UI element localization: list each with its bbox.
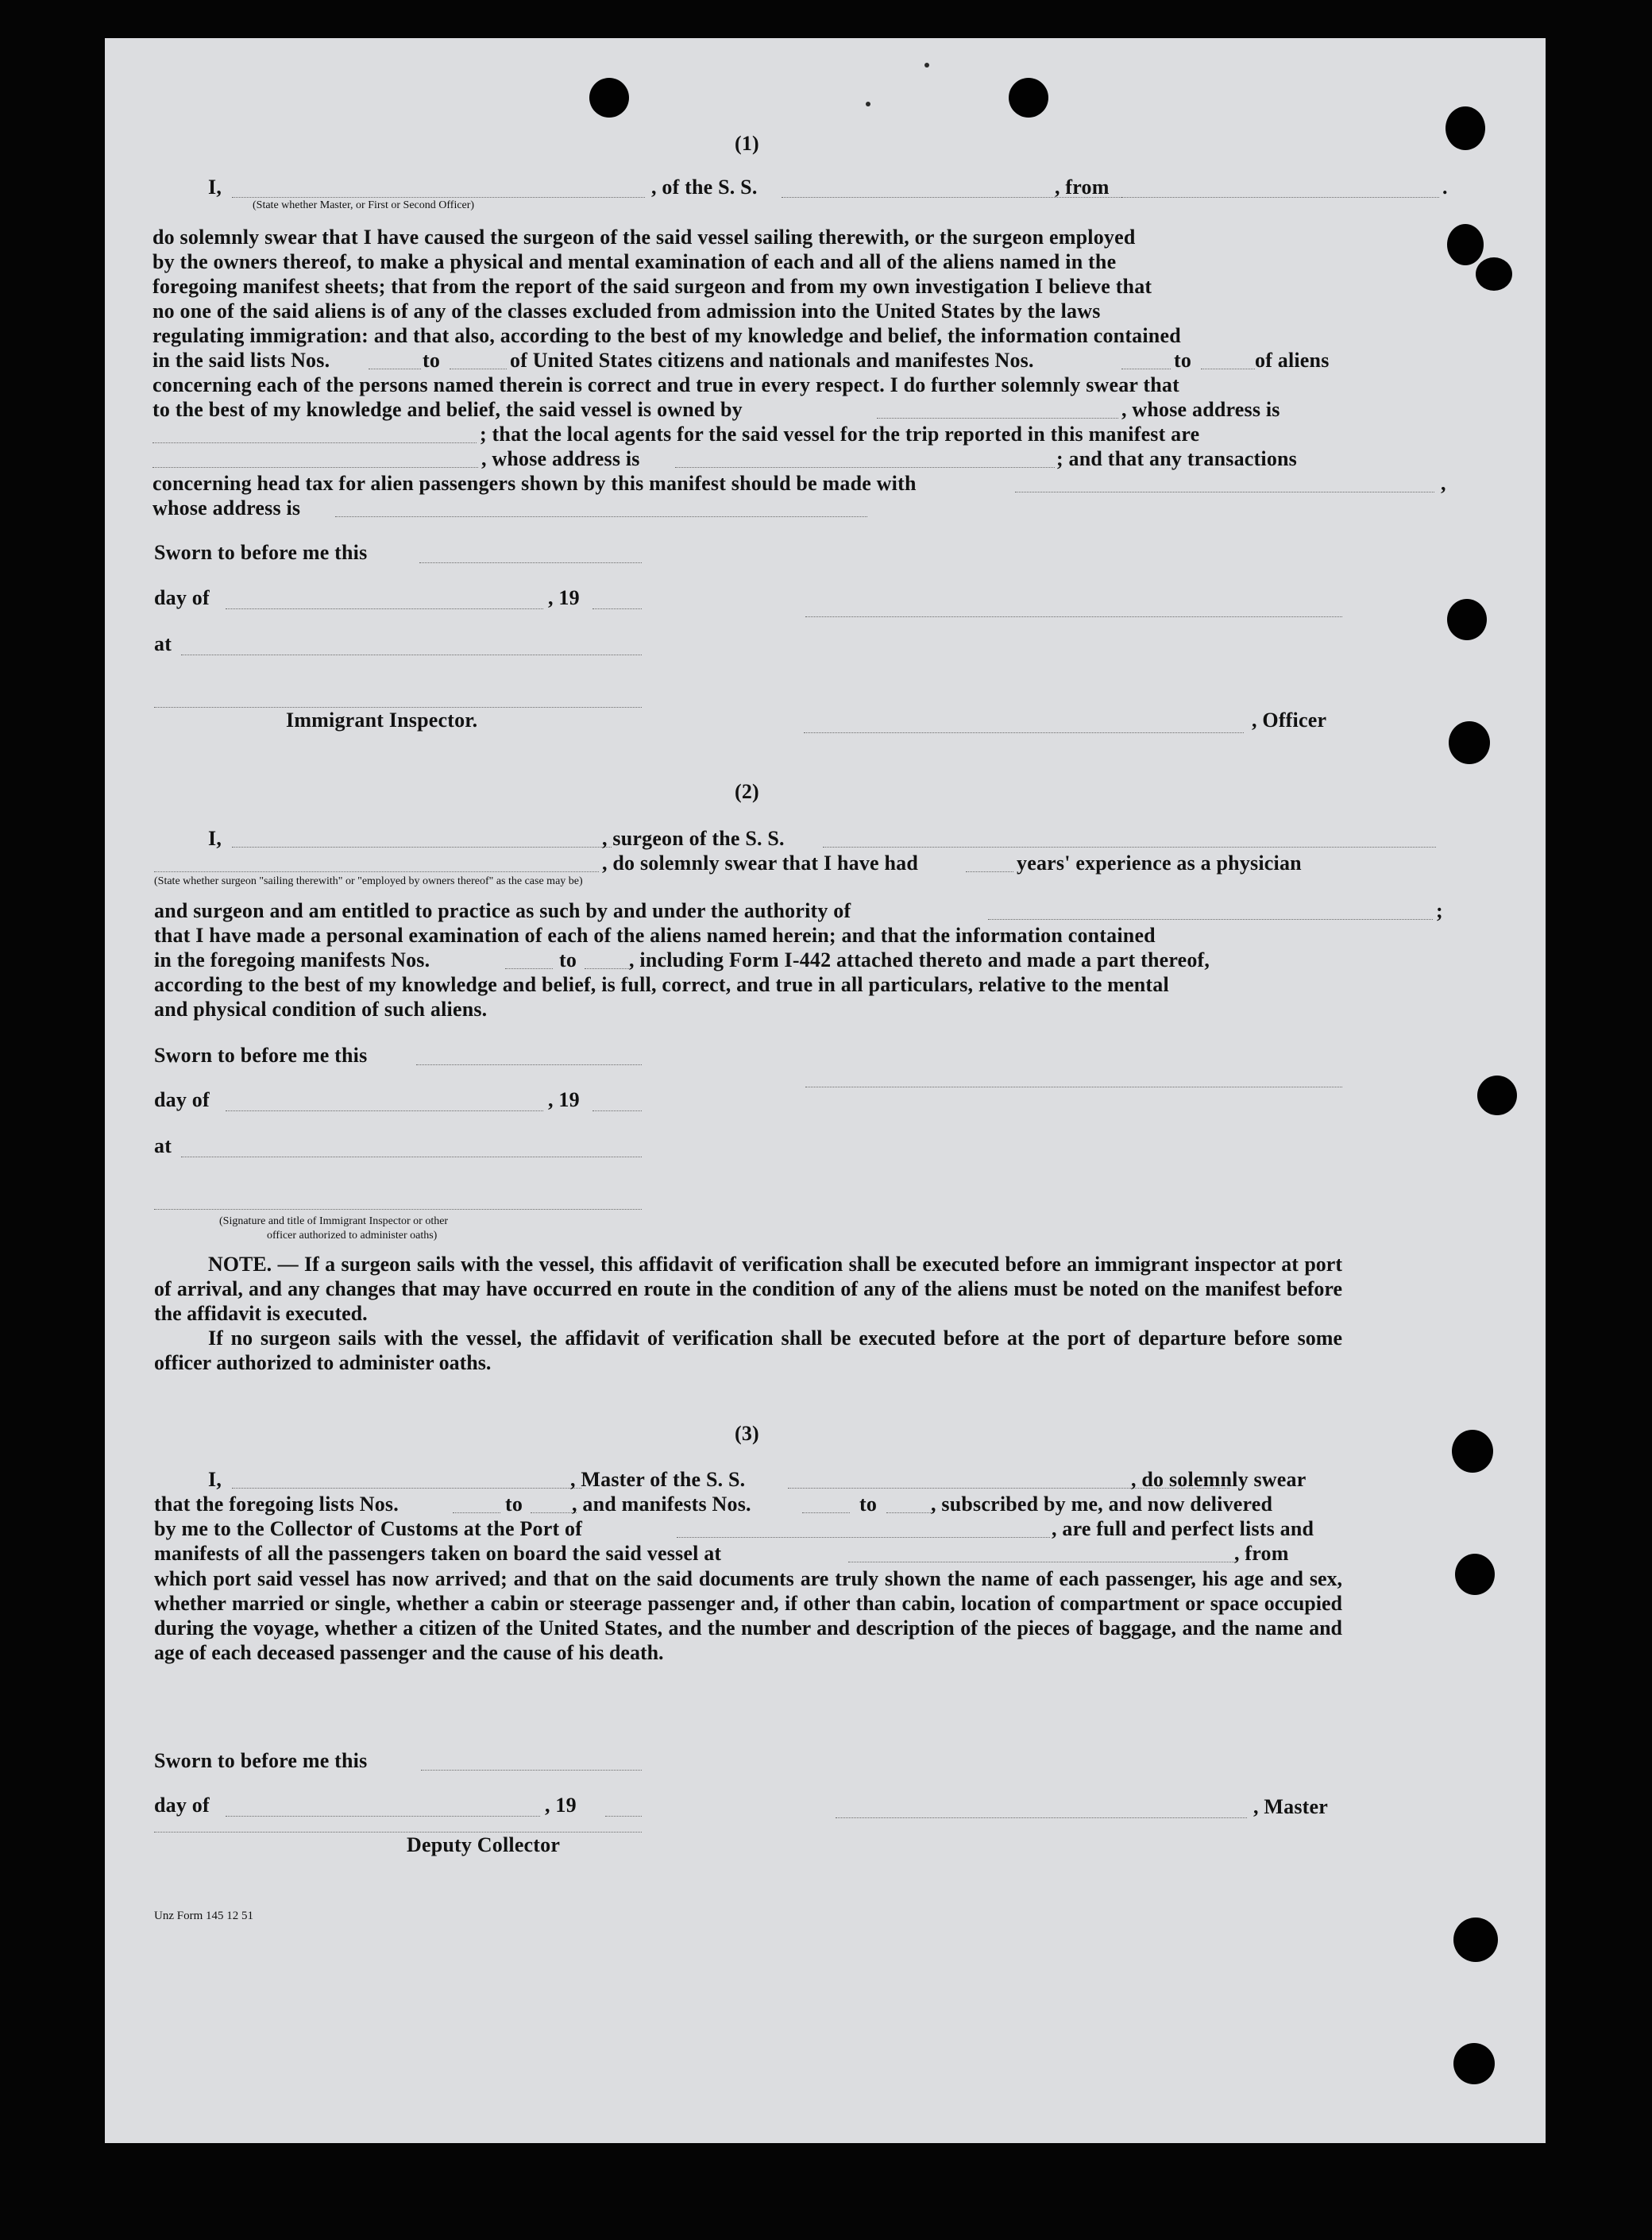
owner-blank <box>877 418 1118 419</box>
manifest-no-blank <box>585 968 631 969</box>
label-of-ss: , of the S. S. <box>651 176 758 199</box>
s1-line: regulating immigration: and that also, according to the best of my knowledge and belief, the information contained <box>152 324 1181 347</box>
s2-line: , including Form I-442 attached thereto and made a part thereof, <box>629 948 1210 971</box>
s1-line: , whose address is <box>481 447 640 470</box>
s3-line: , subscribed by me, and now delivered <box>931 1493 1273 1516</box>
port-blank <box>677 1537 1050 1538</box>
year-label: , 19 <box>545 1794 577 1817</box>
years-blank <box>966 871 1013 872</box>
s1-line: no one of the said aliens is of any of the classes excluded from admission into the United States by the laws <box>152 299 1101 322</box>
s1-line: whose address is <box>152 496 301 519</box>
s2-line: in the foregoing manifests Nos. <box>154 948 430 971</box>
officer-label: , Officer <box>1252 709 1327 732</box>
i-prefix: I, <box>208 176 222 199</box>
day-of-label: day of <box>154 1794 210 1817</box>
s2-line: according to the best of my knowledge and belief, is full, correct, and true in all particulars, relative to the mental <box>154 973 1169 996</box>
agents-blank <box>152 467 478 468</box>
s2-line: and surgeon and am entitled to practice as such by and under the authority of <box>154 899 851 922</box>
sworn-label: Sworn to before me this <box>154 1044 368 1067</box>
punch-hole <box>1446 106 1485 150</box>
s2-line: ; <box>1436 899 1443 922</box>
s1-line: concerning each of the persons named therein is correct and true in every respect. I do further solemnly swear that <box>152 373 1179 396</box>
manifest-no-blank <box>802 1512 850 1513</box>
s3-line: , are full and perfect lists and <box>1052 1517 1314 1540</box>
sworn-date-blank <box>416 1064 642 1065</box>
s1-line: do solemnly swear that I have caused the surgeon of the said vessel sailing therewith, or the surgeon employed <box>152 226 1136 249</box>
sworn-label: Sworn to before me this <box>154 541 368 564</box>
i-prefix: I, <box>208 1468 222 1491</box>
master-signature-line <box>836 1817 1247 1818</box>
s1-line: to the best of my knowledge and belief, the said vessel is owned by <box>152 398 743 421</box>
officer-note: (State whether Master, or First or Second Officer) <box>253 199 475 211</box>
signature-line <box>805 616 1342 617</box>
s1-line: ; and that any transactions <box>1056 447 1297 470</box>
inspector-signature-line <box>154 707 642 708</box>
s3-line: by me to the Collector of Customs at the Port of <box>154 1517 583 1540</box>
ink-dot <box>924 63 929 68</box>
label-from: , from <box>1055 176 1110 199</box>
ink-dot <box>866 102 870 106</box>
punch-hole <box>1453 1918 1498 1962</box>
s3-line: to <box>505 1493 523 1516</box>
s3-line: that the foregoing lists Nos. <box>154 1493 399 1516</box>
year-label: , 19 <box>548 1088 580 1111</box>
sworn-date-blank <box>421 1770 642 1771</box>
year-blank <box>592 608 642 609</box>
at-label: at <box>154 632 172 655</box>
signature-note: (Signature and title of Immigrant Inspector or other <box>219 1215 449 1227</box>
day-of-label: day of <box>154 586 210 609</box>
officer-signature-line <box>804 732 1244 733</box>
surgeon-name-blank <box>232 847 612 848</box>
label-surgeon-of: , surgeon of the S. S. <box>602 827 785 850</box>
day-of-label: day of <box>154 1088 210 1111</box>
s2-line: to <box>559 948 577 971</box>
year-blank <box>605 1816 642 1817</box>
s1-line: of United States citizens and nationals and manifestes Nos. <box>510 349 1034 372</box>
punch-hole <box>1009 78 1048 118</box>
year-blank <box>592 1110 642 1111</box>
section-number: (1) <box>735 132 759 155</box>
note-paragraph: NOTE. — If a surgeon sails with the vessel, this affidavit of verification shall be executed before an immigrant inspector at port of arrival, and any changes that may have occurred en route in the condition of any of the aliens must be noted on the manifest before the affidavit is executed. <box>154 1253 1342 1325</box>
s1-line: to <box>423 349 441 372</box>
section-number: (2) <box>735 780 759 803</box>
authority-blank <box>988 919 1433 920</box>
s2-line: and physical condition of such aliens. <box>154 998 488 1021</box>
s1-line: ; that the local agents for the said vessel for the trip reported in this manifest are <box>480 423 1200 446</box>
s3-line: , and manifests Nos. <box>572 1493 751 1516</box>
signature-note: officer authorized to administer oaths) <box>267 1230 438 1242</box>
note-block <box>154 1252 1342 1375</box>
s3-line: manifests of all the passengers taken on board the said vessel at <box>154 1542 722 1565</box>
manifest-no-blank <box>886 1512 934 1513</box>
s1-line: to <box>1174 349 1192 372</box>
note-paragraph: If no surgeon sails with the vessel, the affidavit of verification shall be executed before at the port of departure before some officer authorized to administer oaths. <box>154 1327 1342 1374</box>
section3-paragraph: which port said vessel has now arrived; and that on the said documents are truly shown the name of each passenger, his age and sex, whether married or single, whether a cabin or steerage passenger and, if other than cabin, location of compartment or space occupied during the voyage, whether a citizen of the United States, and the number and description of the pieces of baggage, and the name and age of each deceased passenger and the cause of his death. <box>154 1567 1342 1664</box>
at-label: at <box>154 1134 172 1157</box>
punch-hole <box>1453 2043 1495 2084</box>
punch-hole <box>589 78 629 118</box>
punch-hole <box>1447 599 1487 640</box>
i-prefix: I, <box>208 827 222 850</box>
list-no-blank <box>453 1512 500 1513</box>
s2-line: , do solemnly swear that I have had <box>602 852 919 875</box>
punch-hole <box>1455 1554 1495 1595</box>
s3-line: , from <box>1234 1542 1289 1565</box>
owner-address-blank <box>152 442 477 443</box>
form-id: Unz Form 145 12 51 <box>154 1910 253 1922</box>
vessel-name-blank <box>823 847 1436 848</box>
form-page <box>105 38 1546 2143</box>
manifest-no-blank <box>505 968 553 969</box>
from-port-blank <box>1121 197 1439 198</box>
s1-line: , <box>1441 472 1446 495</box>
sworn-date-blank <box>419 562 642 563</box>
s2-line: years' experience as a physician <box>1017 852 1302 875</box>
master-name-blank <box>232 1488 581 1489</box>
surgeon-capacity-blank <box>154 871 599 872</box>
s1-line: foregoing manifest sheets; that from the report of the said surgeon and from my own investigation I believe that <box>152 275 1152 298</box>
punch-hole <box>1477 1076 1517 1115</box>
s1-line: , whose address is <box>1121 398 1280 421</box>
punch-hole <box>1476 257 1512 291</box>
immigrant-inspector-label: Immigrant Inspector. <box>286 709 478 732</box>
deputy-collector-label: Deputy Collector <box>407 1833 561 1856</box>
list-no-blank <box>531 1512 577 1513</box>
s2-line: that I have made a personal examination of each of the aliens named herein; and that the information contained <box>154 924 1156 947</box>
s3-line: , do solemnly swear <box>1131 1468 1307 1491</box>
s1-line: concerning head tax for alien passengers shown by this manifest should be made with <box>152 472 917 495</box>
punch-hole <box>1449 721 1490 764</box>
period: . <box>1442 176 1448 199</box>
inspector-signature-line <box>154 1209 642 1210</box>
s1-line: in the said lists Nos. <box>152 349 330 372</box>
day-of-blank <box>226 608 543 609</box>
surgeon-note: (State whether surgeon "sailing therewith" or "employed by owners thereof" as the case may be) <box>154 875 583 887</box>
s1-line: by the owners thereof, to make a physical and mental examination of each and all of the aliens named in the <box>152 250 1117 273</box>
section3-body <box>154 1566 1342 1665</box>
day-of-blank <box>226 1110 543 1111</box>
agents-address-blank <box>675 467 1055 468</box>
punch-hole <box>1447 224 1484 265</box>
year-label: , 19 <box>548 586 580 609</box>
headtax-address-blank <box>335 516 867 517</box>
section-number: (3) <box>735 1422 759 1445</box>
deputy-signature-line <box>154 1832 642 1833</box>
officer-name-blank <box>232 197 645 198</box>
sworn-label: Sworn to before me this <box>154 1749 368 1772</box>
s3-line: to <box>859 1493 878 1516</box>
day-of-blank <box>226 1816 540 1817</box>
s1-line: of aliens <box>1255 349 1330 372</box>
label-master-of: , Master of the S. S. <box>570 1468 746 1491</box>
master-label: , Master <box>1253 1795 1328 1818</box>
punch-hole <box>1452 1430 1493 1473</box>
